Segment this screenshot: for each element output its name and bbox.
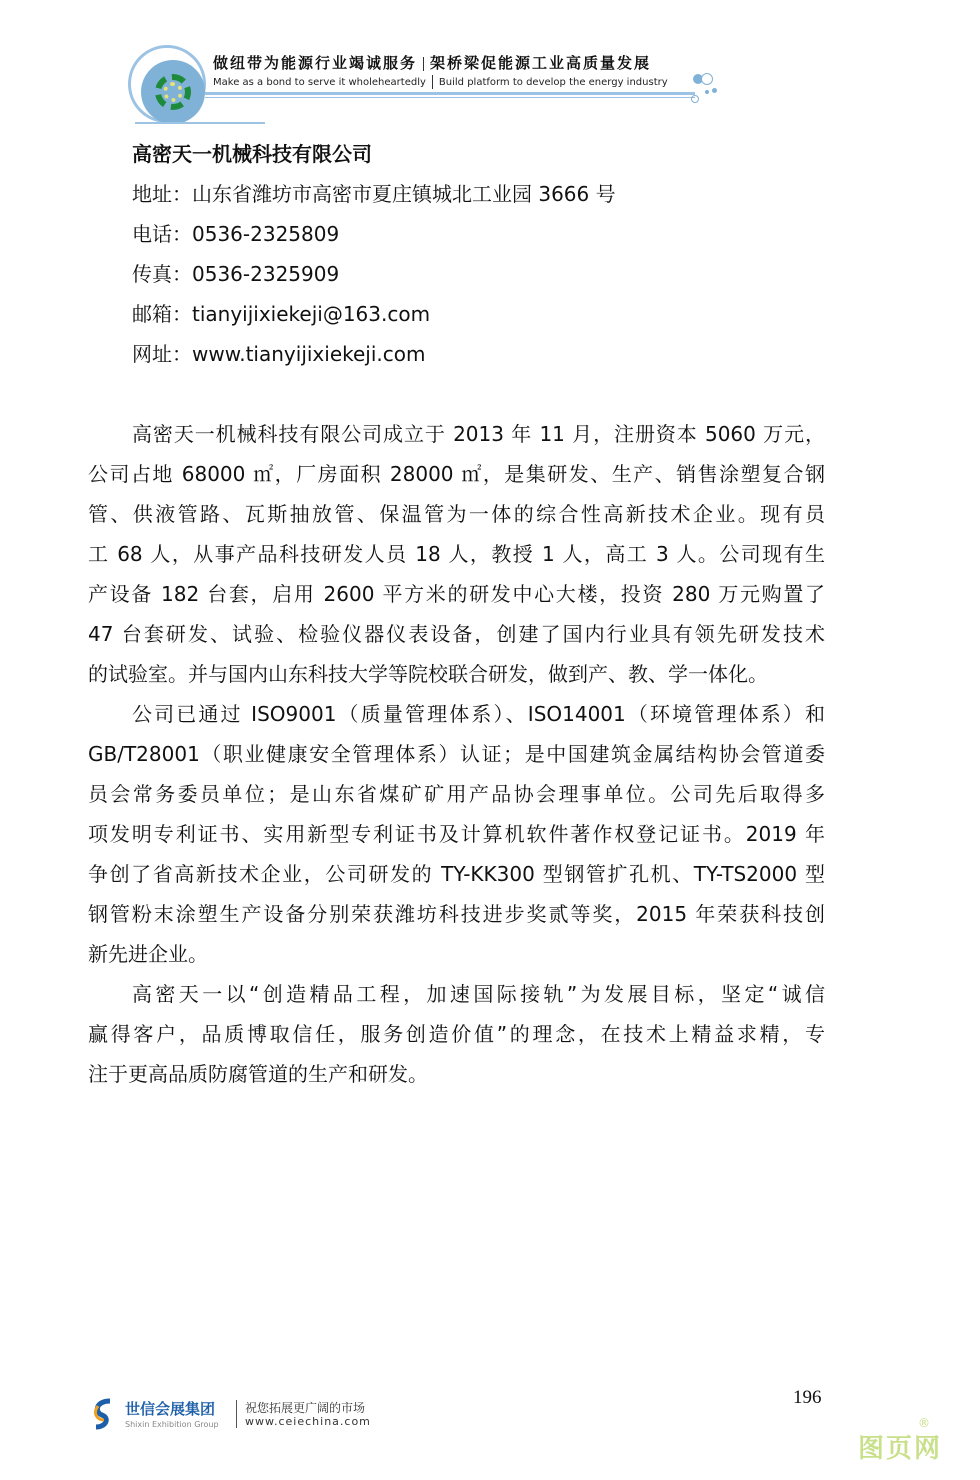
footer-divider — [236, 1400, 237, 1428]
shixin-logo-icon — [90, 1398, 120, 1430]
company-website: 网址：www.tianyijixiekeji.com — [132, 342, 426, 366]
decor-dot — [701, 73, 713, 85]
paragraph-line: 注于更高品质防腐管道的生产和研发。 — [88, 1062, 428, 1086]
paragraph-line: 赢得客户，品质博取信任，服务创造价值”的理念，在技术上精益求精，专 — [88, 1022, 825, 1046]
contact-block — [132, 140, 616, 380]
paragraph-line: GB/T28001（职业健康安全管理体系）认证；是中国建筑金属结构协会管道委 — [88, 742, 825, 766]
paragraph-line: 员会常务委员单位；是山东省煤矿矿用产品协会理事单位。公司先后取得多 — [88, 782, 825, 806]
decor-dot — [691, 95, 699, 103]
paragraph-line: 47 台套研发、试验、检验仪器仪表设备，创建了国内行业具有领先研发技术 — [88, 622, 825, 646]
company-phone: 电话：0536-2325809 — [132, 222, 340, 246]
paragraph-line: 公司占地 68000 ㎡，厂房面积 28000 ㎡，是集研发、生产、销售涂塑复合钢 — [88, 462, 825, 486]
footer-url: www.ceiechina.com — [245, 1415, 371, 1428]
company-fax: 传真：0536-2325909 — [132, 262, 340, 286]
slogan-cn-right: 架桥梁促能源工业高质量发展 — [430, 54, 652, 72]
slogan-en-right: Build platform to develop the energy industry — [438, 77, 668, 88]
watermark-registered: ® — [918, 1416, 930, 1430]
header-rule-thin — [205, 97, 695, 98]
paragraph-line: 的试验室。并与国内山东科技大学等院校联合研发，做到产、教、学一体化。 — [88, 662, 768, 686]
watermark: 图页网 — [858, 1434, 943, 1464]
company-address: 地址：山东省潍坊市高密市夏庄镇城北工业园 3666 号 — [132, 182, 616, 206]
page-header — [125, 40, 725, 125]
header-rule — [205, 92, 695, 95]
paragraph-line: 争创了省高新技术企业，公司研发的 TY-KK300 型钢管扩孔机、TY-TS2000 型 — [88, 862, 825, 886]
decor-dot — [712, 88, 717, 93]
paragraph-line: 钢管粉末涂塑生产设备分别荣获潍坊科技进步奖贰等奖，2015 年荣获科技创 — [88, 902, 825, 926]
header-rule-short — [135, 122, 265, 124]
body-text — [88, 420, 825, 1100]
paragraph-line: 管、供液管路、瓦斯抽放管、保温管为一体的综合性高新技术企业。现有员 — [88, 502, 825, 526]
footer-brand-en: Shixin Exhibition Group — [125, 1420, 219, 1429]
decor-dot — [705, 90, 709, 94]
company-email: 邮箱：tianyijixiekeji@163.com — [132, 302, 431, 326]
association-logo-icon — [128, 45, 206, 123]
slogan-en-left: Make as a bond to serve it wholeheartedly — [213, 77, 426, 88]
paragraph-line: 新先进企业。 — [88, 942, 208, 966]
paragraph-line: 公司已通过 ISO9001（质量管理体系）、ISO14001（环境管理体系）和 — [132, 702, 825, 726]
footer-brand-cn: 世信会展集团 — [125, 1400, 216, 1418]
paragraph-line: 产设备 182 台套，启用 2600 平方米的研发中心大楼，投资 280 万元购置了 — [88, 582, 825, 606]
header-slogan-cn — [213, 52, 651, 73]
company-name: 高密天一机械科技有限公司 — [132, 142, 372, 166]
paragraph-line: 工 68 人，从事产品科技研发人员 18 人，教授 1 人，高工 3 人。公司现有生 — [88, 542, 825, 566]
header-slogan-en — [213, 75, 668, 89]
page-number: 196 — [793, 1387, 822, 1408]
paragraph-line: 高密天一以“创造精品工程，加速国际接轨”为发展目标，坚定“诚信 — [132, 982, 825, 1006]
paragraph-line: 项发明专利证书、实用新型专利证书及计算机软件著作权登记证书。2019 年 — [88, 822, 825, 846]
footer-slogan: 祝您拓展更广阔的市场 — [245, 1401, 366, 1415]
slogan-cn-left: 做纽带为能源行业竭诚服务 — [213, 54, 418, 72]
paragraph-line: 高密天一机械科技有限公司成立于 2013 年 11 月，注册资本 5060 万元， — [132, 422, 825, 446]
